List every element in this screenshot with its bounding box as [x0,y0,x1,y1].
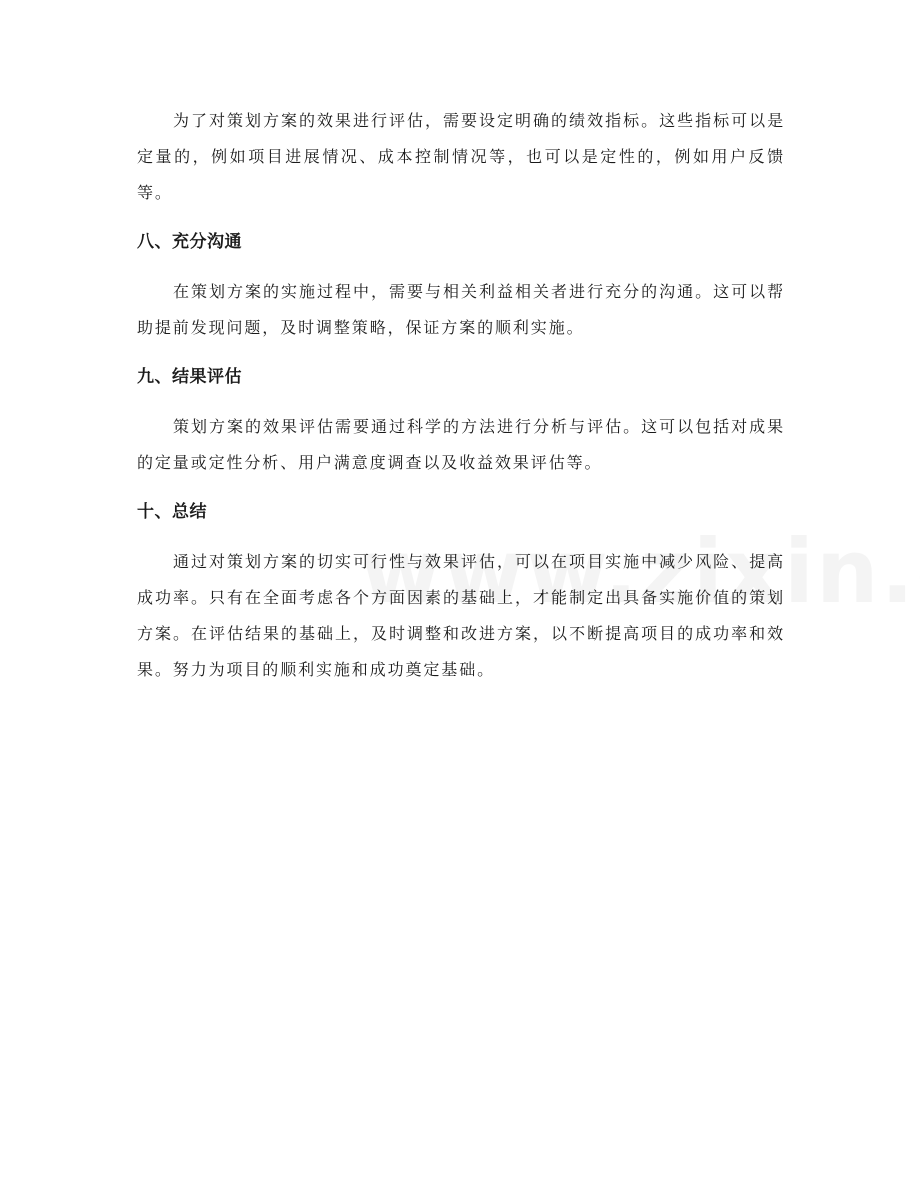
section-heading-communication: 八、充分沟通 [137,232,242,252]
section-paragraph-summary: 通过对策划方案的切实可行性与效果评估，可以在项目实施中减少风险、提高成功率。只有在全面考虑各个方面因素的基础上，才能制定出具备实施价值的策划方案。在评估结果的基础上，及时调整和改进方案，以不断提高项目的成功率和效果。努力为项目的顺利实施和成功奠定基础。 [137,552,785,679]
section-heading-result-evaluation: 九、结果评估 [137,367,242,387]
section-paragraph-communication: 在策划方案的实施过程中，需要与相关利益相关者进行充分的沟通。这可以帮助提前发现问题，及时调整策略，保证方案的顺利实施。 [137,282,785,337]
section-paragraph-result-evaluation: 策划方案的效果评估需要通过科学的方法进行分析与评估。这可以包括对成果的定量或定性分析、用户满意度调查以及收益效果评估等。 [137,417,785,472]
document-body [137,103,785,688]
section-heading-summary: 十、总结 [137,502,207,522]
intro-paragraph: 为了对策划方案的效果进行评估，需要设定明确的绩效指标。这些指标可以是定量的，例如项目进展情况、成本控制情况等，也可以是定性的，例如用户反馈等。 [137,111,785,202]
